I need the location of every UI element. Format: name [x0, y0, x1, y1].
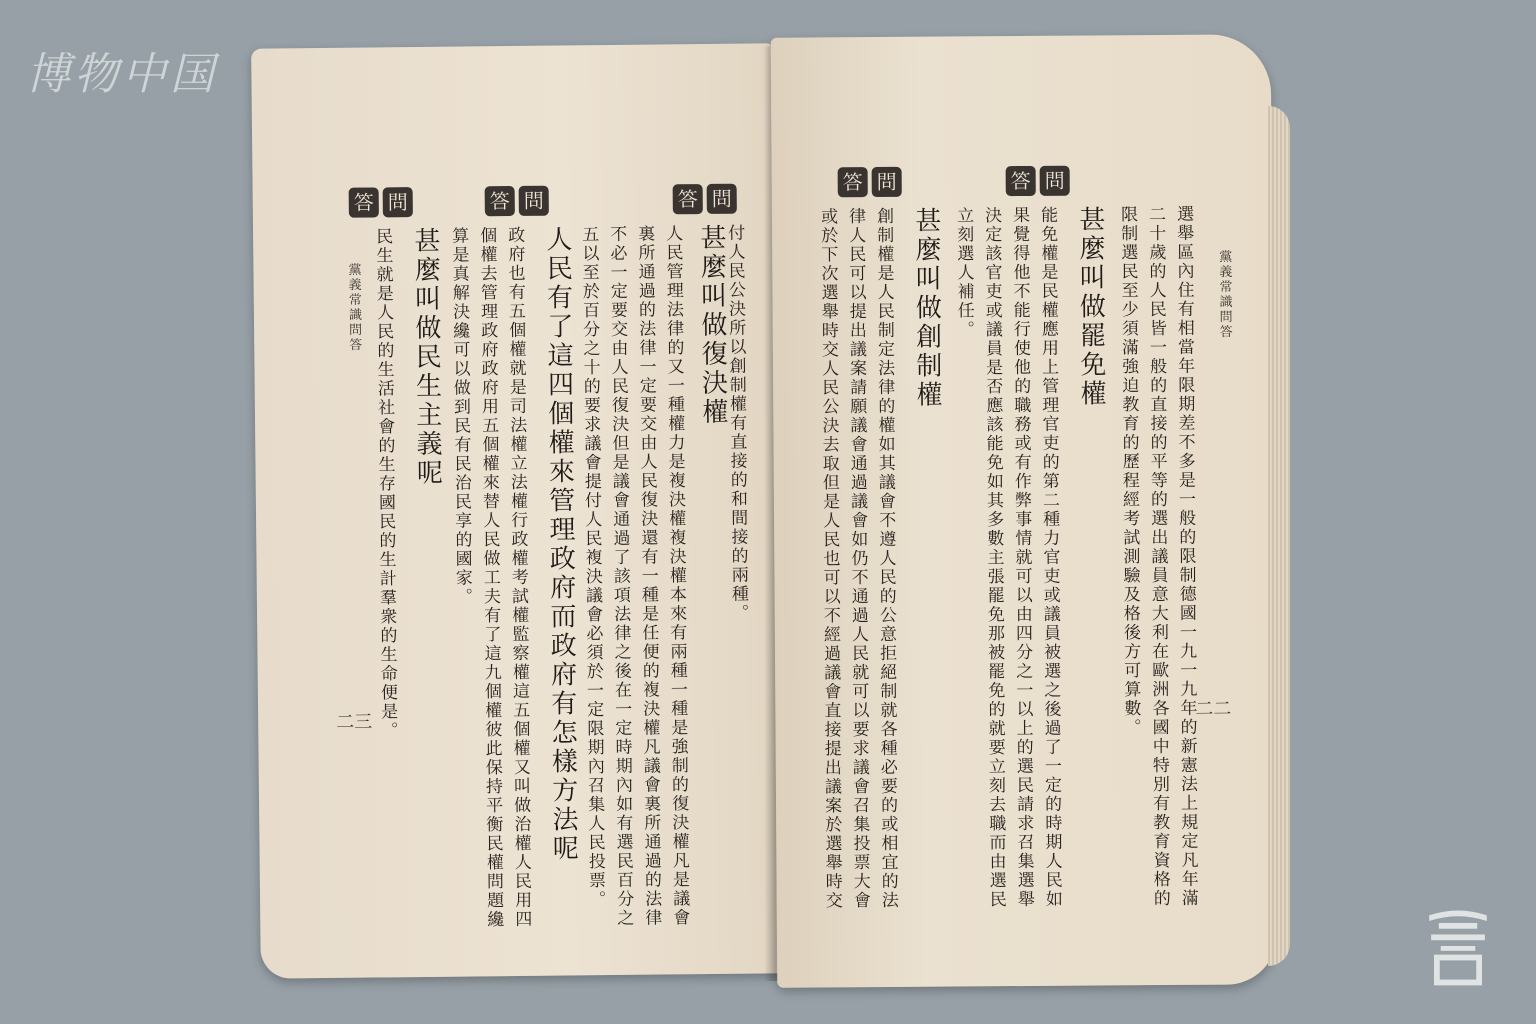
question-marker: 問	[519, 186, 549, 216]
museum-logo-icon	[1410, 898, 1506, 994]
text-column: 二十歲的人民皆一般的直接的平等的選出議員意大利在歐洲各國中特別有教育資格的	[1144, 205, 1170, 909]
open-book	[238, 36, 1298, 1006]
text-column: 民生就是人民的生活社會的生存國民的生計羣衆的生命便是。	[372, 227, 398, 741]
text-column: 能免權是民權應用上管理官吏的第二種力官吏或議員被選之後過了一定的時期人民如	[1036, 205, 1062, 909]
text-column: 算是真解決纔可以做到民有民治民享的國家。	[448, 226, 473, 607]
right-page-header: 黨義常識問答	[1216, 249, 1232, 340]
answer-marker: 答	[838, 167, 868, 197]
left-page	[251, 43, 781, 978]
left-page-header: 黨義常識問答	[345, 262, 362, 353]
question-heading: 甚麼叫做民生主義呢	[409, 226, 443, 489]
text-column: 五以至於百分之十的要求議會提付人民複決議會必須於一定限期內召集人民投票。	[578, 225, 606, 910]
question-marker: 問	[1040, 166, 1070, 196]
watermark-text: 博物中国	[26, 49, 218, 100]
text-column: 不必一定要交由人民復決但是議會通過了該項法律之後在一定時期內如有選民百分之	[606, 224, 634, 929]
answer-marker: 答	[349, 187, 379, 217]
text-column: 立刻選人補任。	[952, 206, 974, 340]
page-edges	[1268, 106, 1290, 966]
answer-marker: 答	[1006, 166, 1036, 196]
text-column: 裏所通過的法律一定要交由人民復決還有一種是任便的複決權凡議會裏所通過的法律	[634, 224, 662, 928]
text-column: 政府也有五個權就是司法權立法權行政權考試權監察權這五個權又叫做治權人民用四	[504, 225, 532, 930]
answer-marker: 答	[673, 184, 703, 214]
text-column: 限制選民至少須滿強迫教育的歷程經考試測驗及格後方可算數。	[1116, 205, 1141, 738]
text-column: 決定該官吏或議員是否應該能免如其多數主張罷免那被罷免的就要立刻去職而由選民	[980, 206, 1006, 910]
text-column: 付人民公決所以創制權有直接的和間接的兩種。	[724, 223, 749, 623]
text-column: 律人民可以提出議案請願議會通過議會如仍不通過人民就可以要求議會召集投票大會	[844, 207, 870, 911]
text-column: 選舉區內住有相當年限期差不多是一般的限制德國一九一九年的新憲法上規定凡年滿	[1172, 204, 1198, 908]
question-marker: 問	[707, 184, 737, 214]
question-marker: 問	[872, 167, 902, 197]
right-page-number: 二二	[1195, 698, 1232, 720]
text-column: 果覺得他不能行使他的職務或有作弊事情就可以由四分之一以上的選民請求召集選舉	[1008, 205, 1034, 910]
left-page-number: 二三	[336, 711, 373, 733]
question-heading: 甚麼叫做罷免權	[1074, 205, 1107, 409]
question-heading: 甚麼叫做創制權	[910, 206, 943, 410]
question-heading: 人民有了這四個權來管理政府而政府有怎樣方法呢	[541, 225, 579, 864]
text-column: 人民管理法律的又一種權力是複決權複決權本來有兩種一種是強制的復決權凡是議會	[662, 224, 690, 928]
question-marker: 問	[383, 187, 413, 217]
right-page	[771, 34, 1278, 987]
question-heading: 甚麼叫做復決權	[695, 223, 728, 428]
text-column: 創制權是人民制定法律的權如其議會不遵人民的公意拒絕制就各種必要的或相宜的法	[872, 206, 898, 911]
text-column: 或於下次選舉時交人民公決去取但是人民也可以不經過議會直接提出議案於選舉時交	[816, 207, 842, 911]
answer-marker: 答	[485, 186, 515, 216]
text-column: 個權去管理政府政府用五個權來替人民做工夫有了這九個權彼此保持平衡民權問題纔	[476, 226, 504, 930]
